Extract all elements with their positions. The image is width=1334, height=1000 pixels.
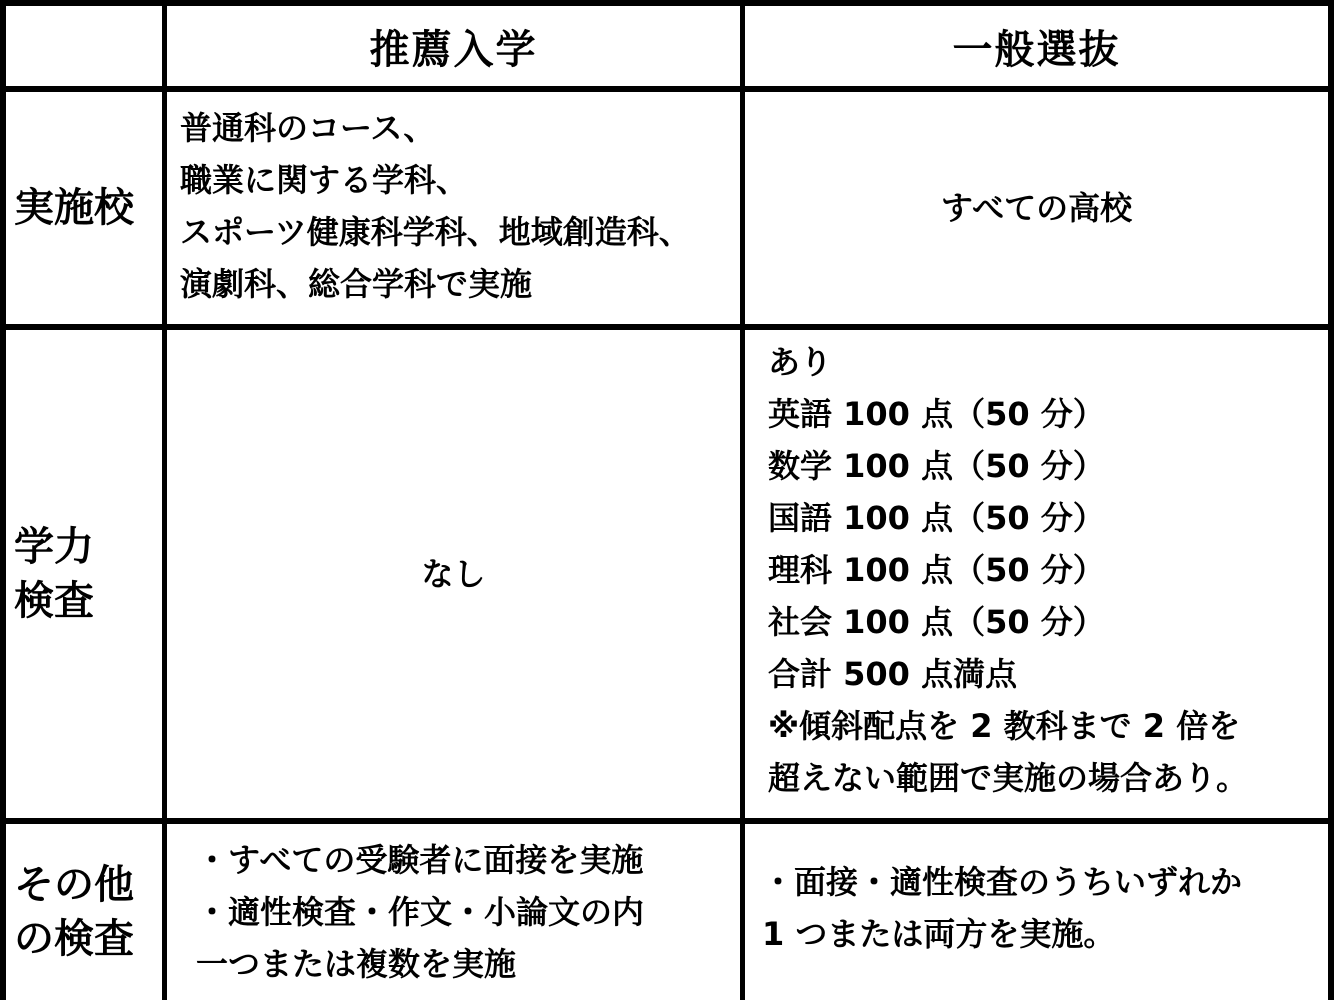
text-line: なし [421,555,486,593]
row-label-line: 学力 [14,524,94,570]
cell-schools-suisen [180,102,740,322]
row-label-schools [6,92,162,324]
row-label-line: 検査 [14,578,94,624]
text-line: スポーツ健康科学科、地域創造科、 [180,213,691,251]
text-line: すべての高校 [940,189,1133,227]
text-line: 合計 500 点満点 [768,655,1018,693]
text-line: 数学 100 点（50 分） [768,447,1105,485]
text-line: ・面接・適性検査のうちいずれか [762,863,1243,901]
text-line: 社会 100 点（50 分） [768,603,1105,641]
row-label-academic-test [6,330,162,818]
text-line: あり [768,343,833,381]
text-line: 普通科のコース、 [180,109,436,147]
header-suisen-label: 推薦入学 [369,26,538,73]
cell-academic-suisen [167,330,740,818]
text-line: 演劇科、総合学科で実施 [180,265,533,303]
row-divider-3 [0,818,1334,824]
cell-other-suisen [196,834,740,1000]
cell-other-ippan [762,856,1328,996]
cell-academic-ippan [768,336,1328,816]
text-line: ※傾斜配点を 2 教科まで 2 倍を [768,707,1241,745]
text-line: 国語 100 点（50 分） [768,499,1105,537]
row-label-schools-text: 実施校 [14,185,134,231]
text-line: 一つまたは複数を実施 [196,945,517,983]
row-label-line: の検査 [14,916,134,962]
text-line: 理科 100 点（50 分） [768,551,1105,589]
text-line: ・適性検査・作文・小論文の内 [196,893,645,931]
row-label-line: その他 [14,862,134,908]
header-suisen [167,6,740,86]
text-line: 1 つまたは両方を実施。 [762,915,1116,953]
row-label-other-tests [6,824,162,1000]
text-line: 英語 100 点（50 分） [768,395,1105,433]
text-line: 職業に関する学科、 [180,161,469,199]
cell-schools-ippan [745,92,1328,324]
text-line: 超えない範囲で実施の場合あり。 [768,759,1249,797]
header-ippan [745,6,1328,86]
text-line: ・すべての受験者に面接を実施 [196,841,644,879]
header-ippan-label: 一般選抜 [952,26,1121,73]
